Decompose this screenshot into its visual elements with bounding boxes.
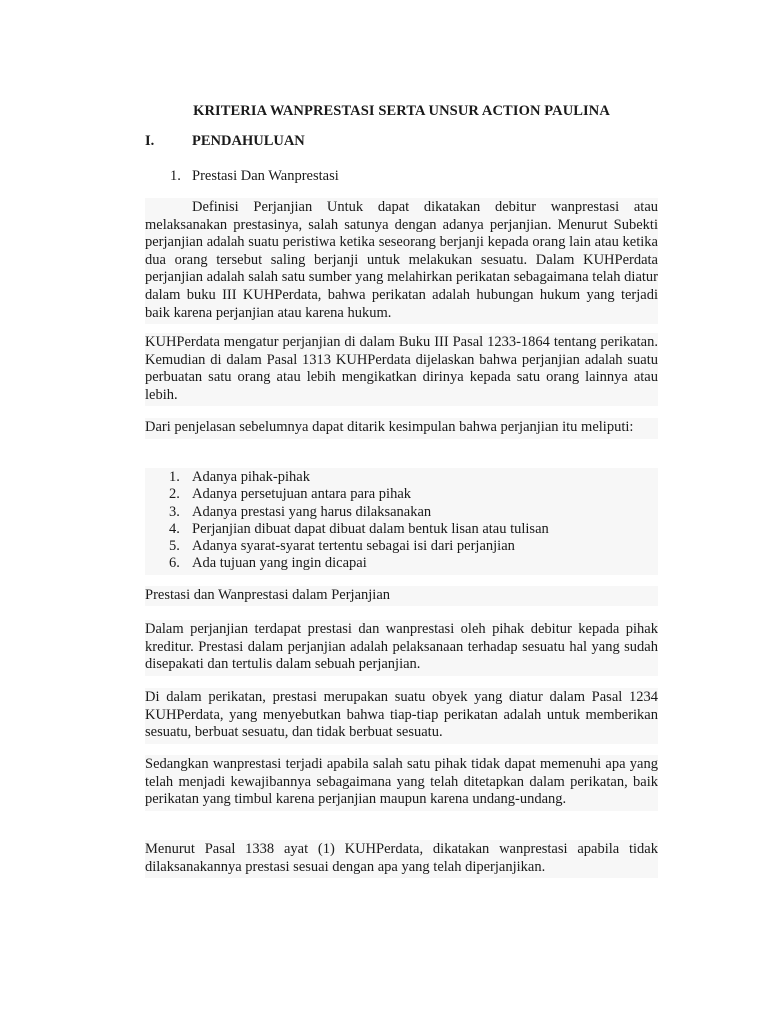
paragraph-definition: Definisi Perjanjian Untuk dapat dikatakan debitur wanprestasi atau melaksanakan prestasinya, salah satunya dengan adanya perjanjian. Menurut Subekti perjanjian adalah suatu peristiwa ketika seseorang berjanji kepada orang lain atau ketika dua orang tersebut saling berjanji untuk melakukan sesuatu. Dalam KUHPerdata perjanjian adalah salah satu sumber yang melahirkan perikatan sebagaimana telah diatur dalam buku III KUHPerdata, bahwa perikatan adalah hubungan hukum yang terjadi baik karena perjanjian atau karena hukum. bbox=[145, 198, 658, 324]
document-title: KRITERIA WANPRESTASI SERTA UNSUR ACTION PAULINA bbox=[193, 103, 610, 119]
list-item-number: 2. bbox=[169, 486, 180, 503]
subsection-heading bbox=[170, 168, 339, 185]
paragraph-wanprestasi: Sedangkan wanprestasi terjadi apabila salah satu pihak tidak dapat memenuhi apa yang telah menjadi kewajibannya sebagaimana yang telah ditetapkan dalam perikatan, baik perikatan yang timbul karena perjanjian maupun karena undang-undang. bbox=[145, 755, 658, 811]
list-item-text: Adanya syarat-syarat tertentu sebagai isi dari perjanjian bbox=[192, 538, 515, 555]
section-heading bbox=[145, 133, 305, 150]
paragraph-conclusion: Dari penjelasan sebelumnya dapat ditarik kesimpulan bahwa perjanjian itu meliputi: bbox=[145, 418, 658, 439]
subsection-number: 1. bbox=[170, 168, 181, 184]
list-item bbox=[145, 521, 658, 538]
list-item-text: Ada tujuan yang ingin dicapai bbox=[192, 555, 367, 572]
paragraph-prestasi: Dalam perjanjian terdapat prestasi dan wanprestasi oleh pihak debitur kepada pihak kreditur. Prestasi dalam perjanjian adalah pelaksanaan terhadap sesuatu hal yang sudah disepakati dan tertulis dalam sebuah perjanjian. bbox=[145, 620, 658, 676]
list-item-number: 6. bbox=[169, 555, 180, 572]
list-item-text: Adanya pihak-pihak bbox=[192, 469, 310, 485]
list-item-number: 4. bbox=[169, 520, 180, 537]
list-item-text: Adanya prestasi yang harus dilaksanakan bbox=[192, 503, 432, 520]
list-item-text: Perjanjian dibuat dapat dibuat dalam bentuk lisan atau tulisan bbox=[192, 520, 549, 537]
elements-list bbox=[145, 468, 658, 575]
subheading-prestasi: Prestasi dan Wanprestasi dalam Perjanjian bbox=[145, 586, 658, 606]
section-label: PENDAHULUAN bbox=[192, 133, 305, 149]
paragraph-pasal-1338: Menurut Pasal 1338 ayat (1) KUHPerdata, dikatakan wanprestasi apabila tidak dilaksanakannya prestasi sesuai dengan apa yang telah diperjanjikan. bbox=[145, 840, 658, 878]
list-item bbox=[145, 469, 658, 486]
list-item bbox=[145, 538, 658, 555]
list-item-number: 5. bbox=[169, 538, 180, 555]
list-item bbox=[145, 504, 658, 521]
paragraph-kuhperdata: KUHPerdata mengatur perjanjian di dalam Buku III Pasal 1233-1864 tentang perikatan. Kemudian di dalam Pasal 1313 KUHPerdata dijelaskan bahwa perjanjian adalah suatu perbuatan satu orang atau lebih mengikatkan dirinya kepada satu orang lainnya atau lebih. bbox=[145, 333, 658, 406]
paragraph-perikatan: Di dalam perikatan, prestasi merupakan suatu obyek yang diatur dalam Pasal 1234 KUHPerdata, yang menyebutkan bahwa tiap-tiap perikatan adalah untuk memberikan sesuatu, berbuat sesuatu, dan tidak berbuat sesuatu. bbox=[145, 688, 658, 744]
list-item-number: 3. bbox=[169, 503, 180, 520]
subsection-label: Prestasi Dan Wanprestasi bbox=[192, 168, 339, 184]
list-item-text: Adanya persetujuan antara para pihak bbox=[192, 486, 412, 503]
section-number: I. bbox=[145, 133, 155, 149]
list-item bbox=[145, 486, 658, 503]
list-item bbox=[145, 555, 658, 572]
list-item-number: 1. bbox=[169, 469, 180, 485]
